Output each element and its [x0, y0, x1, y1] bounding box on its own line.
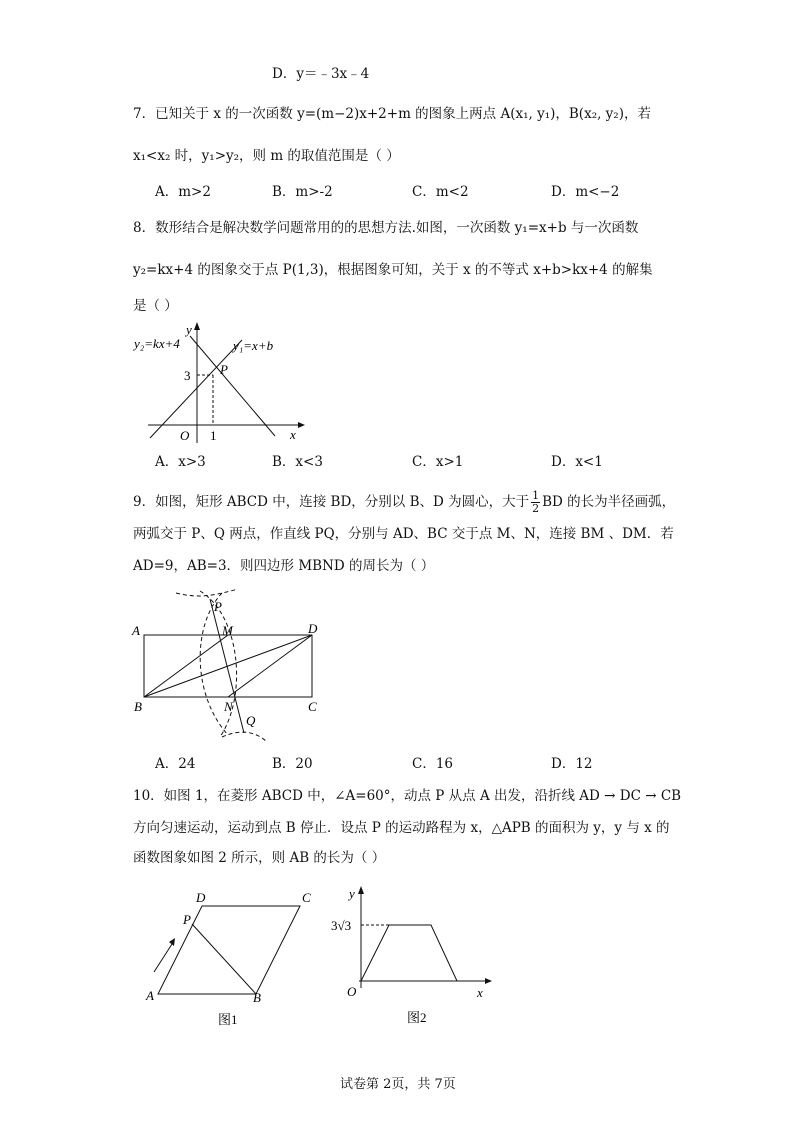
label-b: B [253, 990, 261, 1005]
label-q: Q [246, 713, 256, 728]
q7-option-d[interactable]: D．m<−2 [551, 184, 620, 200]
fraction-denominator: 2 [532, 502, 540, 515]
q8-stem-line2: y₂=kx+4 的图象交于点 P(1,3)，根据图象可知，关于 x 的不等式 x+b>kx+4 的解集 [133, 262, 653, 278]
arc-bottom [222, 732, 266, 741]
segment-dn [228, 635, 312, 697]
diagonal-bd [144, 635, 312, 697]
trapezoid-graph [361, 925, 457, 981]
label-p: P [183, 912, 191, 927]
label-o: O [347, 984, 357, 999]
label-m: M [222, 623, 233, 638]
q8-option-d[interactable]: D．x<1 [551, 454, 603, 470]
q8-graph-figure [130, 318, 310, 448]
label-3: 3 [184, 368, 191, 383]
q10-rhombus-figure [140, 888, 320, 1038]
q8-option-c[interactable]: C．x>1 [412, 454, 464, 470]
label-c: C [308, 699, 317, 714]
q9-stem-line3: AD=9，AB=3．则四边形 MBND 的周长为（ ） [133, 558, 435, 574]
q9-stem-line1-a: 9．如图，矩形 ABCD 中，连接 BD，分别以 B、D 为圆心，大于 [133, 494, 530, 510]
rhombus-abcd [158, 906, 300, 994]
label-a: A [132, 623, 140, 638]
page-footer: 试卷第 2页，共 7页 [340, 1077, 456, 1092]
caption-fig2: 图2 [407, 1010, 427, 1025]
label-y: y [349, 886, 355, 901]
q6-option-d: D．y＝﹣3x﹣4 [272, 66, 370, 82]
label-x: x [290, 427, 296, 442]
q9-option-c[interactable]: C．16 [412, 756, 454, 772]
q8-option-a[interactable]: A．x>3 [155, 454, 206, 470]
label-b: B [134, 699, 142, 714]
q10-function-graph [325, 880, 505, 1030]
label-p: P [220, 362, 228, 377]
segment-bm [144, 635, 228, 697]
segment-pb [192, 924, 256, 994]
q7-stem-line2: x₁<x₂ 时，y₁>y₂，则 m 的取值范围是（ ） [133, 148, 400, 164]
q7-option-c[interactable]: C．m<2 [412, 184, 469, 200]
q10-stem-line3: 函数图象如图 2 所示，则 AB 的长为（ ） [133, 850, 386, 866]
q9-option-d[interactable]: D．12 [551, 756, 593, 772]
x-axis-arrow [298, 422, 305, 428]
label-y2: y₂=kx+4 [134, 336, 180, 351]
q10-stem-line2: 方向匀速运动，运动到点 B 停止．设点 P 的运动路程为 x，△APB 的面积为 y，y 与 x 的 [133, 820, 670, 836]
fraction-one-half [531, 490, 540, 515]
q9-option-a[interactable]: A．24 [155, 756, 196, 772]
caption-fig1: 图1 [218, 1012, 238, 1027]
q9-rectangle-figure [130, 585, 330, 745]
q7-option-b[interactable]: B．m>-2 [272, 184, 333, 200]
x-axis-arrow [485, 978, 492, 984]
label-y1: y₁=x+b [233, 338, 274, 353]
label-ymax: 3√3 [331, 918, 352, 933]
label-o: O [180, 428, 190, 443]
label-d: D [196, 890, 206, 905]
label-y: y [186, 322, 192, 337]
q7-option-a[interactable]: A．m>2 [155, 184, 211, 200]
q9-option-b[interactable]: B．20 [272, 756, 313, 772]
motion-arrow-line [154, 944, 172, 972]
q9-stem-line1-b: BD 的长为半径画弧， [542, 494, 676, 510]
y-axis-arrow [194, 322, 200, 330]
q8-stem-line3: 是（ ） [133, 298, 178, 314]
label-n: N [224, 699, 233, 714]
label-p: P [214, 599, 222, 614]
label-1: 1 [210, 428, 217, 443]
line-y1 [150, 340, 242, 438]
q9-stem-line2: 两弧交于 P、Q 两点，作直线 PQ，分别与 AD、BC 交于点 M、N，连接 BM 、DM．若 [133, 526, 674, 542]
label-c: C [302, 890, 311, 905]
arc-top [176, 589, 238, 596]
q8-option-b[interactable]: B．x<3 [272, 454, 323, 470]
q7-stem-line1: 7．已知关于 x 的一次函数 y=(m−2)x+2+m 的图象上两点 A(x₁, y₁)，B(x₂, y₂)，若 [133, 106, 651, 122]
q9-stem-line1 [133, 490, 675, 515]
label-a: A [146, 988, 154, 1003]
fraction-numerator: 1 [532, 489, 540, 502]
label-d: D [308, 621, 318, 636]
q8-stem-line1: 8．数形结合是解决数学问题常用的的思想方法.如图，一次函数 y₁=x+b 与一次函数 [133, 220, 639, 236]
label-x: x [477, 985, 483, 1000]
q10-stem-line1: 10．如图 1，在菱形 ABCD 中，∠A=60°，动点 P 从点 A 出发，沿折线 AD → DC → CB [133, 788, 682, 804]
y-axis-arrow [358, 886, 364, 894]
